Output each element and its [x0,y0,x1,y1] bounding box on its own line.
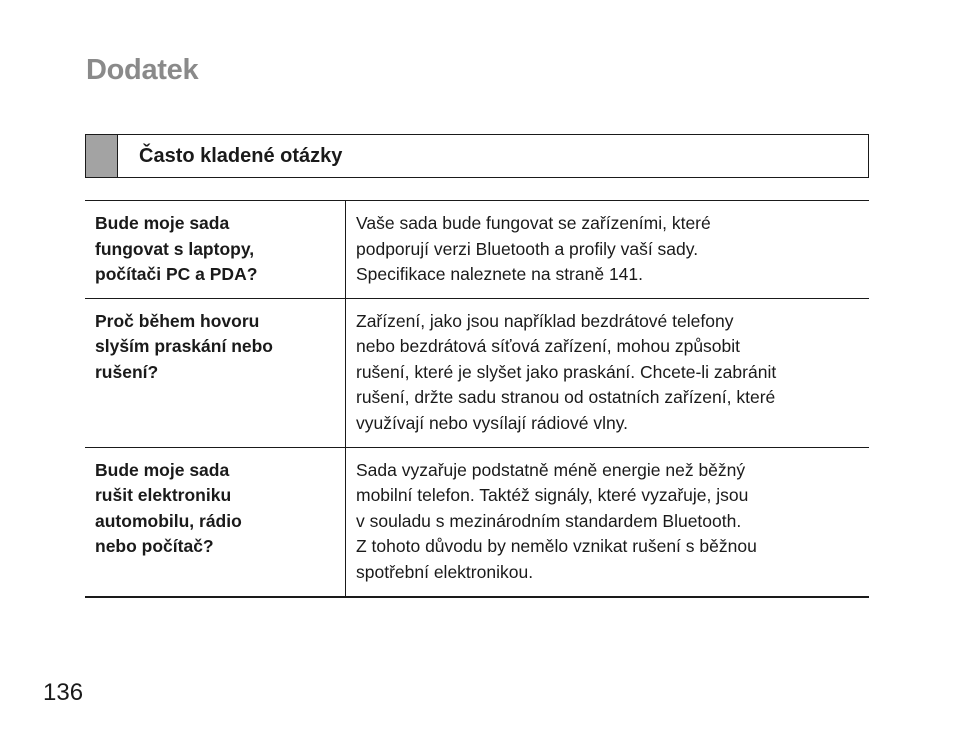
question-line: počítači PC a PDA? [95,264,258,284]
faq-row [85,201,869,299]
answer-line: nebo bezdrátová síťová zařízení, mohou způsobit [356,336,741,356]
answer-line: spotřební elektronikou. [356,561,534,582]
answer-line: v souladu s mezinárodním standardem Bluetooth. [356,510,742,531]
question-line: nebo počítač? [95,536,214,556]
answer-line: mobilní telefon. Taktéž signály, které vyzařuje, jsou [356,485,749,505]
answer-line: Z tohoto důvodu by nemělo vznikat rušení s běžnou [356,536,757,556]
question-line: Bude moje sada [95,459,230,480]
answer-line: využívají nebo vysílají rádiové vlny. [356,412,629,433]
answer-line: Zařízení, jako jsou například bezdrátové telefony [356,310,734,331]
question-line: fungovat s laptopy, [95,238,255,259]
faq-question [85,298,346,447]
page-number: 136 [43,679,84,706]
question-line: rušit elektroniku [95,485,232,505]
faq-row [85,298,869,447]
section-header [85,134,869,178]
section-title: Často kladené otázky [139,144,343,167]
faq-answer [346,447,870,597]
faq-table [85,200,869,598]
faq-row [85,447,869,597]
faq-answer [346,298,870,447]
page-title: Dodatek [86,54,199,86]
question-line: Bude moje sada [95,213,230,233]
faq-question [85,447,346,597]
answer-line: Sada vyzařuje podstatně méně energie než běžný [356,459,746,480]
question-line: slyším praskání nebo [95,336,273,356]
answer-line: rušení, které je slyšet jako praskání. Chcete-li zabránit [356,361,777,382]
answer-line: Specifikace naleznete na straně 141. [356,264,643,284]
section-marker [86,135,118,177]
question-line: rušení? [95,361,159,382]
answer-line: Vaše sada bude fungovat se zařízeními, které [356,213,711,233]
question-line: automobilu, rádio [95,510,242,531]
answer-line: podporují verzi Bluetooth a profily vaší sady. [356,238,699,259]
answer-line: rušení, držte sadu stranou od ostatních zařízení, které [356,387,776,407]
question-line: Proč během hovoru [95,310,260,331]
faq-question [85,201,346,299]
faq-answer [346,201,870,299]
